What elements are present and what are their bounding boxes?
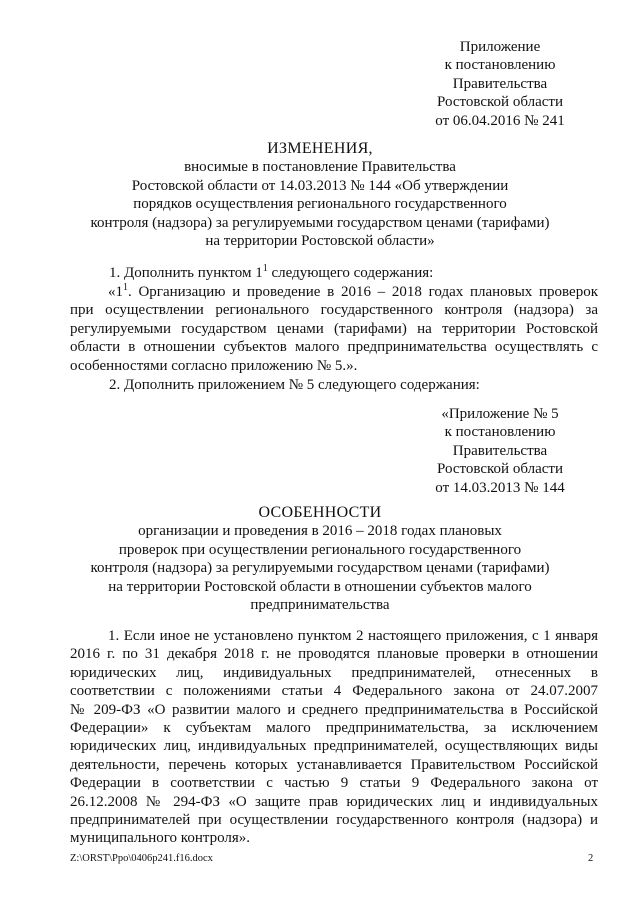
item1-quote-line: при осуществлении регионального государственного контроля (надзора) за <box>70 302 598 319</box>
changes-subtitle-line: контроля (надзора) за регулируемыми государством ценами (тарифами) <box>90 214 550 231</box>
paragraph1-line: № 209-ФЗ «О развитии малого и среднего предпринимательства в Российской <box>70 701 598 718</box>
paragraph1-line: муниципального контроля». <box>70 830 251 847</box>
changes-heading <box>60 140 580 250</box>
item1-quote <box>70 283 598 375</box>
changes-subtitle-line: порядков осуществления регионального государственного <box>133 196 507 213</box>
header-appendix-line: к постановлению <box>444 57 556 74</box>
appendix5-line: Ростовской области <box>437 461 563 478</box>
item1-quote-sup: 1 <box>123 283 128 293</box>
item1-quote-first-line <box>70 283 598 301</box>
paragraph1-line: Федерации в соответствии с частью 9 статьи 9 Федерального закона от <box>70 775 598 792</box>
features-subtitle-line: проверок при осуществлении регионального государственного <box>118 541 522 558</box>
item1-quote-line: области в отношении субъектов малого предпринимательства осуществлять с <box>70 339 598 356</box>
features-subtitle-line: контроля (надзора) за регулируемыми государством ценами (тарифами) <box>90 560 550 577</box>
header-appendix-line: Ростовской области <box>437 94 563 111</box>
item1-intro-sup: 1 <box>262 263 268 274</box>
paragraph1-line: 2016 г. по 31 декабря 2018 г. не проводятся плановые проверки в отношении <box>70 646 598 663</box>
footer-file-path: Z:\ORST\Ppo\0406p241.f16.docx <box>70 853 213 864</box>
header-appendix <box>400 38 600 130</box>
changes-subtitle-line: вносимые в постановление Правительства <box>184 159 456 176</box>
item1-quote-open: «1 <box>108 284 123 300</box>
appendix5-line: от 14.03.2013 № 144 <box>435 479 565 496</box>
item1-quote-line: особенностями согласно приложению № 5.». <box>70 357 358 374</box>
features-title: ОСОБЕННОСТИ <box>258 504 382 521</box>
item1-quote-line: . Организацию и проведение в 2016 – 2018 годах плановых проверок <box>128 284 598 300</box>
header-appendix-line: Приложение <box>459 39 541 55</box>
paragraph1-line: юридических лиц, индивидуальных предпринимателей, осуществляющих виды <box>70 738 598 755</box>
item1-intro-text-after: следующего содержания: <box>267 265 434 281</box>
changes-title: ИЗМЕНЕНИЯ, <box>267 140 373 157</box>
features-subtitle-line: организации и проведения в 2016 – 2018 годах плановых <box>138 523 502 540</box>
appendix5-line: к постановлению <box>444 424 556 441</box>
item2-text: 2. Дополнить приложением № 5 следующего содержания: <box>109 377 480 393</box>
changes-subtitle-line: Ростовской области от 14.03.2013 № 144 «Об утверждении <box>131 177 509 194</box>
paragraph1-line: юридических лиц, индивидуальных предпринимателей, отнесенных в <box>70 664 598 681</box>
header-appendix-line: Правительства <box>452 75 548 92</box>
appendix5-line: Правительства <box>452 442 548 459</box>
header-appendix-line: от 06.04.2016 № 241 <box>435 112 565 129</box>
features-subtitle-line: предпринимательства <box>250 597 390 614</box>
paragraph1-line: соответствии с положениями статьи 4 Федерального закона от 24.07.2007 <box>70 683 598 700</box>
item1-intro <box>109 264 589 282</box>
appendix5-line: «Приложение № 5 <box>441 406 559 422</box>
item1-intro-text: 1. Дополнить пунктом 1 <box>109 265 263 281</box>
item2 <box>109 376 589 394</box>
paragraph1 <box>70 627 598 848</box>
paragraph1-line: 1. Если иное не установлено пунктом 2 настоящего приложения, с 1 января <box>108 628 598 644</box>
item1-quote-line: регулируемыми государством ценами (тарифами) на территории Ростовской <box>70 320 598 337</box>
paragraph1-line: деятельности, перечень которых устанавливается Правительством Российской <box>70 756 598 773</box>
features-subtitle-line: на территории Ростовской области в отношении субъектов малого <box>108 578 532 595</box>
paragraph1-line: 26.12.2008 № 294-ФЗ «О защите прав юридических лиц и индивидуальных <box>70 793 598 810</box>
appendix5-block <box>400 405 600 497</box>
footer-page-number: 2 <box>588 853 594 864</box>
paragraph1-line: предпринимателей при осуществлении государственного контроля (надзора) и <box>70 811 598 828</box>
paragraph1-line: Федерации» к субъектам малого предпринимательства, за исключением <box>70 719 598 736</box>
changes-subtitle-line: на территории Ростовской области» <box>205 233 435 250</box>
features-heading <box>60 504 580 614</box>
